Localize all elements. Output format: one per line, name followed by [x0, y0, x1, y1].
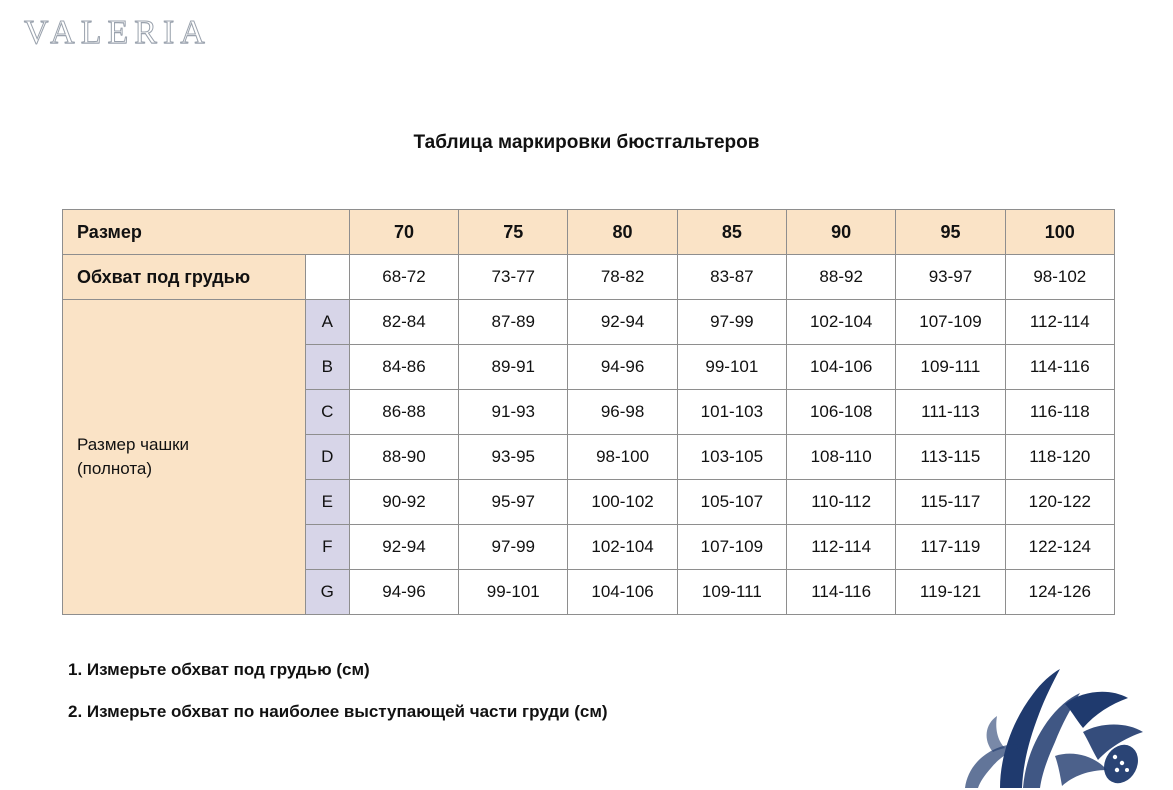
cell-f-90: 112-114: [787, 525, 896, 570]
header-size-80: 80: [568, 210, 677, 255]
cup-letter-e: E: [305, 480, 349, 525]
cell-b-85: 99-101: [677, 345, 786, 390]
cell-b-80: 94-96: [568, 345, 677, 390]
cell-underbust-100: 98-102: [1005, 255, 1114, 300]
cell-d-70: 88-90: [349, 435, 458, 480]
cell-f-80: 102-104: [568, 525, 677, 570]
cup-letter-b: B: [305, 345, 349, 390]
cell-c-75: 91-93: [459, 390, 568, 435]
cell-a-100: 112-114: [1005, 300, 1114, 345]
size-table-container: [62, 209, 1115, 615]
cell-g-80: 104-106: [568, 570, 677, 615]
cell-d-80: 98-100: [568, 435, 677, 480]
cell-e-70: 90-92: [349, 480, 458, 525]
cup-letter-a: A: [305, 300, 349, 345]
cup-letter-f: F: [305, 525, 349, 570]
cell-c-90: 106-108: [787, 390, 896, 435]
cell-c-85: 101-103: [677, 390, 786, 435]
cup-letter-g: G: [305, 570, 349, 615]
cell-underbust-95: 93-97: [896, 255, 1005, 300]
cell-f-75: 97-99: [459, 525, 568, 570]
cell-a-80: 92-94: [568, 300, 677, 345]
header-underbust-label: Обхват под грудью: [63, 255, 306, 300]
cell-b-70: 84-86: [349, 345, 458, 390]
instructions-list: [68, 660, 888, 744]
header-size-label: Размер: [63, 210, 350, 255]
cell-a-90: 102-104: [787, 300, 896, 345]
table-row-underbust: [63, 255, 1115, 300]
cell-e-75: 95-97: [459, 480, 568, 525]
bra-size-table: [62, 209, 1115, 615]
header-size-95: 95: [896, 210, 1005, 255]
page-title: Таблица маркировки бюстгальтеров: [413, 132, 760, 153]
brand-logo: VALERIA: [24, 14, 211, 51]
header-size-70: 70: [349, 210, 458, 255]
cell-a-95: 107-109: [896, 300, 1005, 345]
cell-underbust-70: 68-72: [349, 255, 458, 300]
cell-g-70: 94-96: [349, 570, 458, 615]
cell-g-95: 119-121: [896, 570, 1005, 615]
instruction-item-2: 2. Измерьте обхват по наиболее выступающей части груди (см): [68, 702, 608, 721]
instruction-item-1: 1. Измерьте обхват под грудью (см): [68, 660, 370, 679]
cell-c-100: 116-118: [1005, 390, 1114, 435]
cell-b-75: 89-91: [459, 345, 568, 390]
cell-blank: [305, 255, 349, 300]
cup-label-line1: Размер чашки: [77, 435, 190, 455]
cell-e-100: 120-122: [1005, 480, 1114, 525]
cup-label-line2: (полнота): [77, 459, 153, 478]
cell-d-85: 103-105: [677, 435, 786, 480]
cell-d-95: 113-115: [896, 435, 1005, 480]
cup-letter-d: D: [305, 435, 349, 480]
cell-g-100: 124-126: [1005, 570, 1114, 615]
header-size-75: 75: [459, 210, 568, 255]
cell-underbust-80: 78-82: [568, 255, 677, 300]
table-row-cup-a: [63, 300, 1115, 345]
cell-a-75: 87-89: [459, 300, 568, 345]
header-cup-label: [63, 300, 306, 615]
floral-flourish-icon: [905, 660, 1155, 790]
cell-b-90: 104-106: [787, 345, 896, 390]
cell-e-90: 110-112: [787, 480, 896, 525]
cup-letter-c: C: [305, 390, 349, 435]
cell-a-70: 82-84: [349, 300, 458, 345]
cell-f-70: 92-94: [349, 525, 458, 570]
cell-g-90: 114-116: [787, 570, 896, 615]
cell-d-75: 93-95: [459, 435, 568, 480]
cell-f-100: 122-124: [1005, 525, 1114, 570]
cell-underbust-75: 73-77: [459, 255, 568, 300]
cell-b-95: 109-111: [896, 345, 1005, 390]
table-row-sizes: [63, 210, 1115, 255]
cell-underbust-90: 88-92: [787, 255, 896, 300]
cell-d-100: 118-120: [1005, 435, 1114, 480]
cell-b-100: 114-116: [1005, 345, 1114, 390]
cell-d-90: 108-110: [787, 435, 896, 480]
cell-a-85: 97-99: [677, 300, 786, 345]
cell-f-95: 117-119: [896, 525, 1005, 570]
cell-f-85: 107-109: [677, 525, 786, 570]
cell-c-70: 86-88: [349, 390, 458, 435]
cell-g-85: 109-111: [677, 570, 786, 615]
cell-underbust-85: 83-87: [677, 255, 786, 300]
cell-e-85: 105-107: [677, 480, 786, 525]
cell-e-95: 115-117: [896, 480, 1005, 525]
cell-e-80: 100-102: [568, 480, 677, 525]
cell-c-80: 96-98: [568, 390, 677, 435]
header-size-90: 90: [787, 210, 896, 255]
header-size-100: 100: [1005, 210, 1114, 255]
cell-c-95: 111-113: [896, 390, 1005, 435]
header-size-85: 85: [677, 210, 786, 255]
cell-g-75: 99-101: [459, 570, 568, 615]
